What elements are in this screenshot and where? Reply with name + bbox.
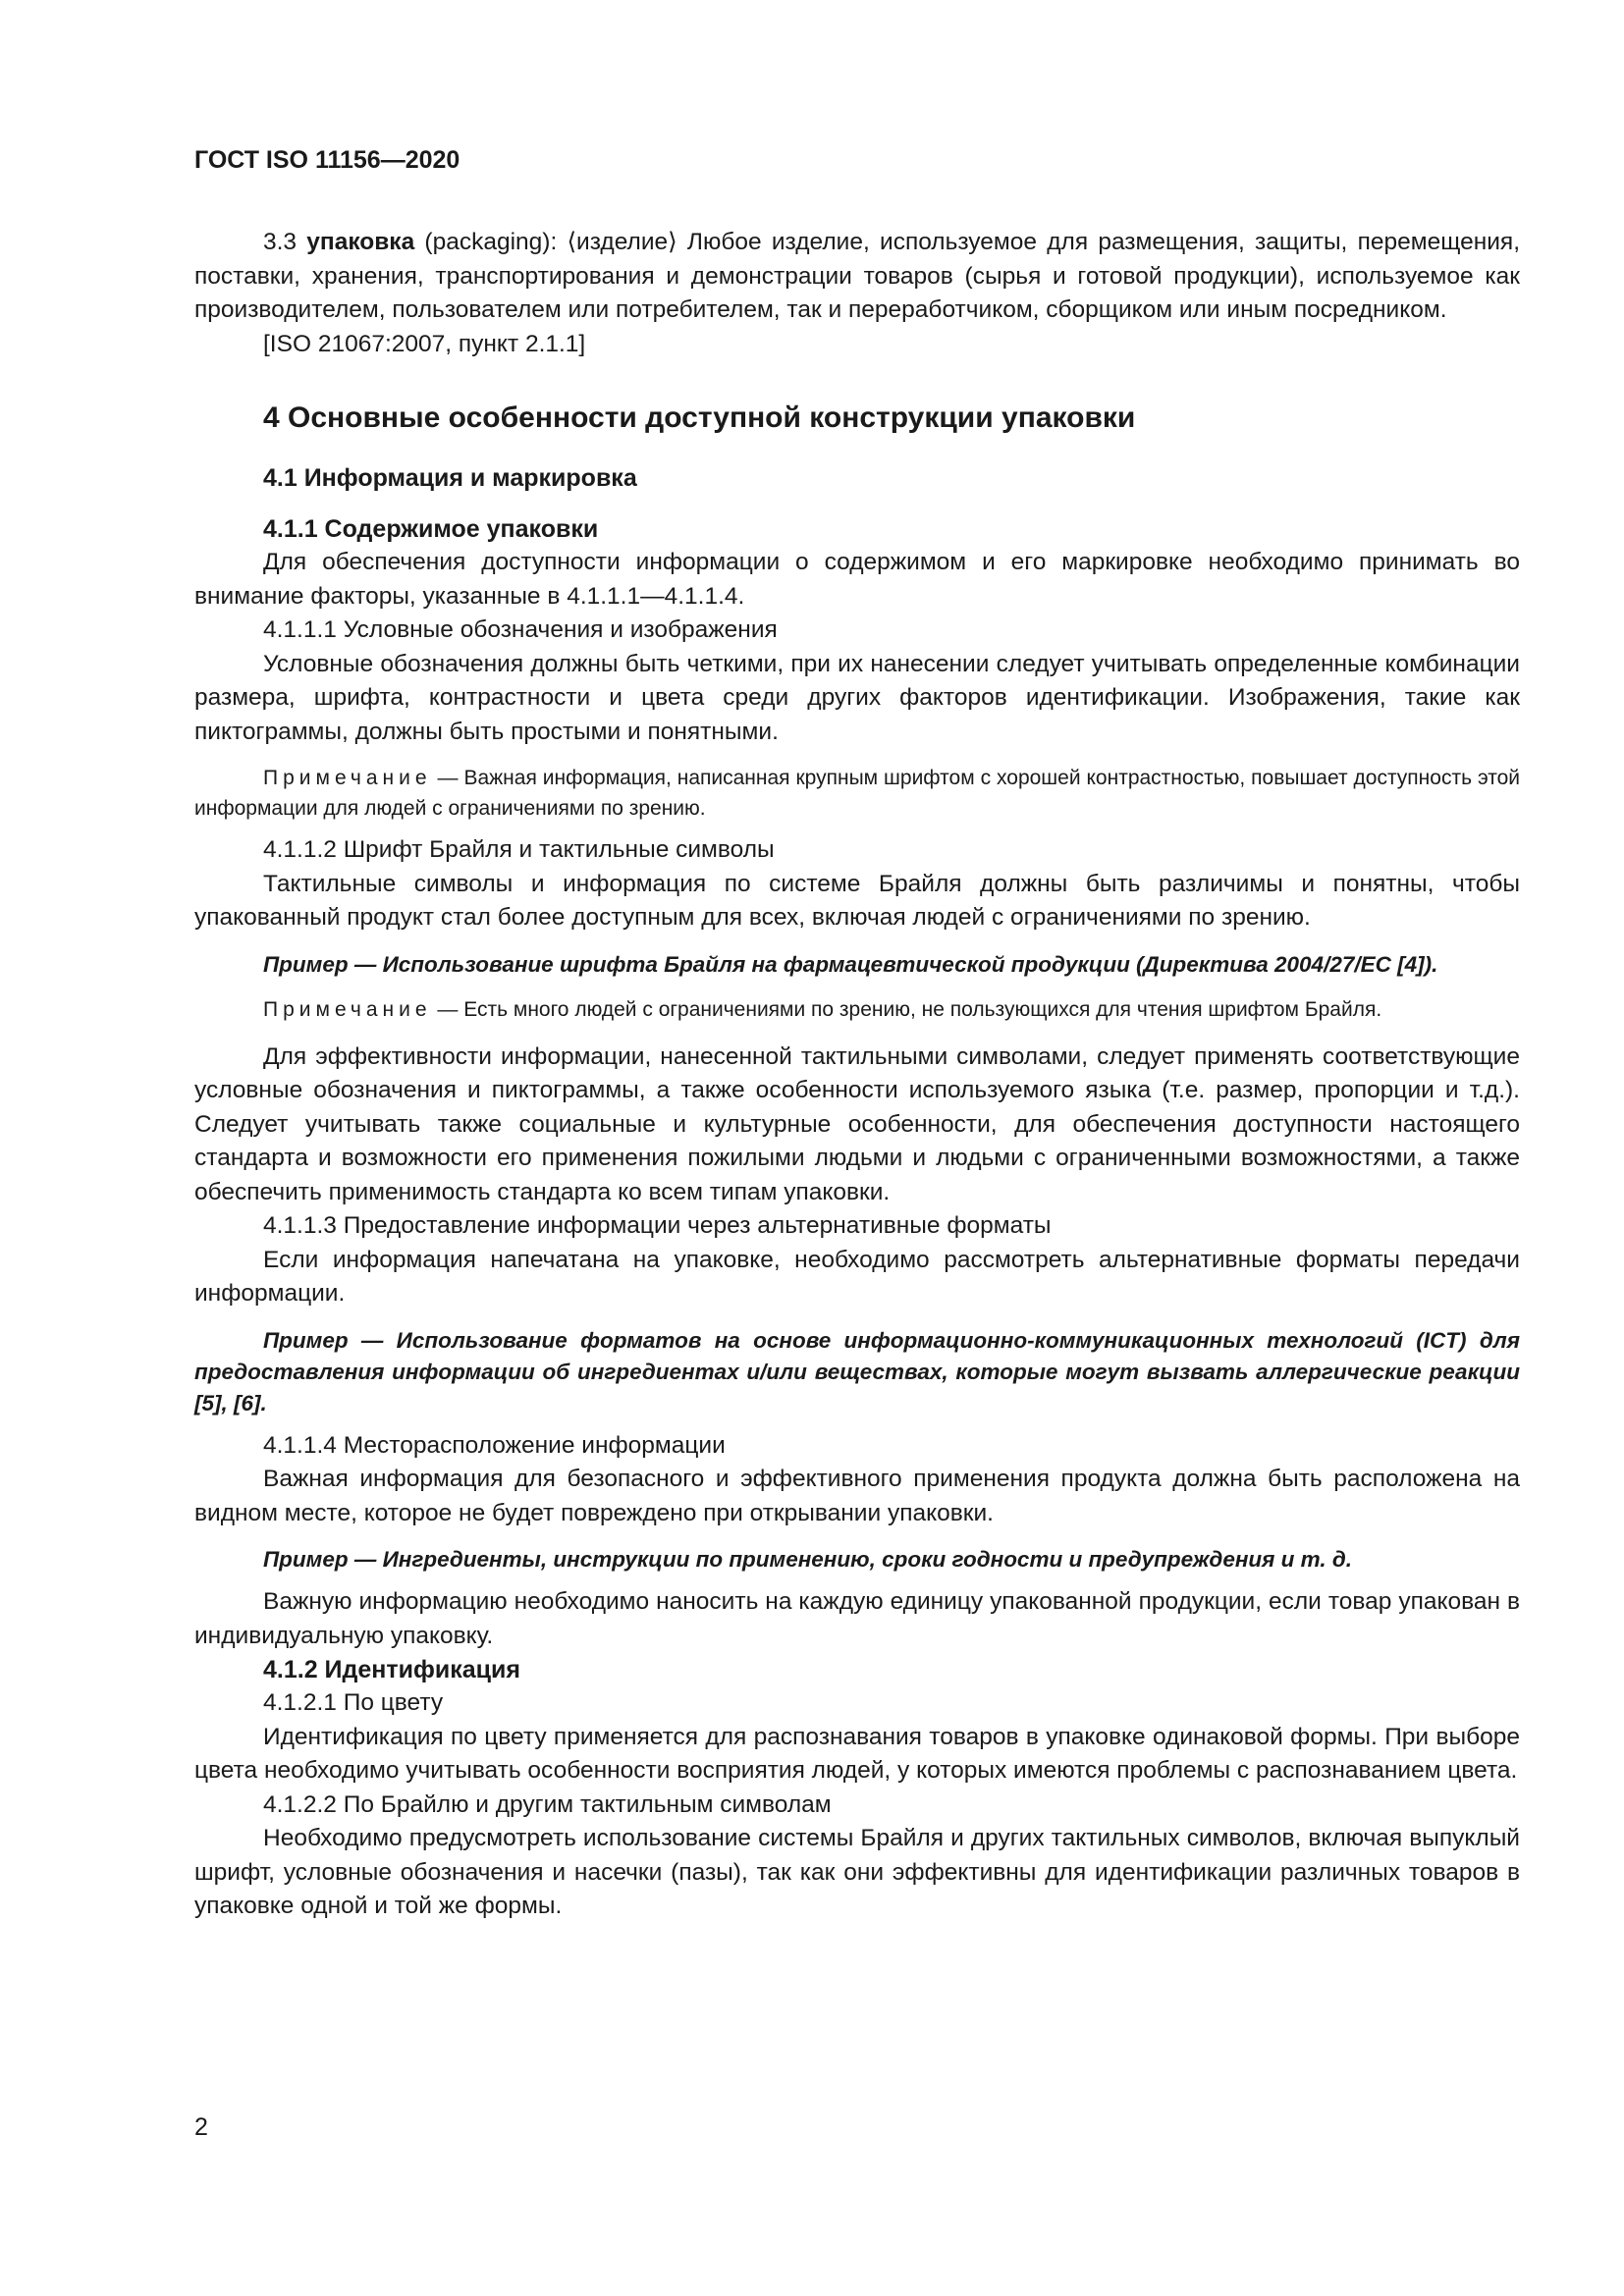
paragraph-tactile: Для эффективности информации, нанесенной тактильными символами, следует применять соответствующие условные обозначения и пиктограммы, а также особенности используемого языка (т.е. размер, пропорции и т.д.). Следует учитывать также социальные и культурные особенности, для обеспечения доступности настоящего стандарта и возможности его применения пожилыми людьми и людьми с ограниченными возможностями, а также обеспечить применимость стандарта ко всем типам упаковки. [194,1042,1520,1205]
definition-number: 3.3 [263,229,307,255]
clause-4-1-2-1-title: 4.1.2.1 По цвету [263,1689,444,1716]
definition-text: (packaging): ⟨изделие⟩ Любое изделие, используемое для размещения, защиты, перемещения, поставки, хранения, транспортирования и демонстрации товаров (сырья и готовой продукции), используемое как производителем, пользователем или потребителем, так и переработчиком, сборщиком или иным посредником. [194,229,1520,323]
example-1: Пример — Использование шрифта Брайля на фармацевтической продукции (Директива 2004/27/EC [4]). [263,951,1438,977]
paragraph-4-1-1: Для обеспечения доступности информации о содержимом и его маркировке необходимо принимать во внимание факторы, указанные в 4.1.1.1—4.1.1.4. [194,549,1520,610]
clause-4-1-1-3-title: 4.1.1.3 Предоставление информации через альтернативные форматы [263,1212,1052,1239]
document-page [194,145,1520,1924]
subsection-4-1-title: 4.1 Информация и маркировка [263,464,637,492]
note-text: — Есть много людей с ограничениями по зрению, не пользующихся для чтения шрифтом Брайля. [431,997,1382,1021]
subsection-4-1-1-title: 4.1.1 Содержимое упаковки [263,515,599,543]
paragraph-unit-packaging: Важную информацию необходимо наносить на каждую единицу упакованной продукции, если товар упакован в индивидуальную упаковку. [194,1588,1520,1649]
note-label: Примечание [263,997,432,1021]
example-2: Пример — Использование форматов на основе информационно-коммуникационных технологий (ICT) для предоставления информации об ингредиентах и/или веществах, которые могут вызвать аллергические реакции [5], [6]. [194,1327,1520,1415]
document-header: ГОСТ ISO 11156—2020 [194,146,460,174]
example-3: Пример — Ингредиенты, инструкции по применению, сроки годности и предупреждения и т. д. [263,1547,1353,1572]
clause-4-1-1-1-title: 4.1.1.1 Условные обозначения и изображения [263,616,778,643]
paragraph-4-1-1-2: Тактильные символы и информация по системе Брайля должны быть различимы и понятны, чтобы упакованный продукт стал более доступным для всех, включая людей с ограничениями по зрению. [194,870,1520,931]
section-4-title: 4 Основные особенности доступной конструкции упаковки [263,401,1136,434]
paragraph-4-1-2-2: Необходимо предусмотреть использование системы Брайля и других тактильных символов, включая выпуклый шрифт, условные обозначения и насечки (пазы), так как они эффективны для идентификации различных товаров в упаковке одной и той же формы. [194,1825,1520,1919]
clause-4-1-1-4-title: 4.1.1.4 Месторасположение информации [263,1431,726,1459]
paragraph-4-1-1-1: Условные обозначения должны быть четкими, при их нанесении следует учитывать определенные комбинации размера, шрифта, контрастности и цвета среди других факторов идентификации. Изображения, такие как пиктограммы, должны быть простыми и понятными. [194,650,1520,745]
note-label: Примечание [263,767,432,789]
note-2 [194,994,1520,1025]
clause-4-1-2-2-title: 4.1.2.2 По Брайлю и другим тактильным символам [263,1790,832,1818]
clause-4-1-1-2-title: 4.1.1.2 Шрифт Брайля и тактильные символы [263,836,775,863]
definition-source: [ISO 21067:2007, пункт 2.1.1] [263,330,586,357]
paragraph-4-1-1-4: Важная информация для безопасного и эффективного применения продукта должна быть расположена на видном месте, которое не будет повреждено при открывании упаковки. [194,1466,1520,1526]
note-text: — Важная информация, написанная крупным шрифтом с хорошей контрастностью, повышает доступность этой информации для людей с ограничениями по зрению. [194,767,1520,820]
definition-3-3 [194,226,1520,328]
definition-term: упаковка [306,229,415,255]
paragraph-4-1-1-3: Если информация напечатана на упаковке, необходимо рассмотреть альтернативные форматы передачи информации. [194,1246,1520,1307]
subsection-4-1-2-title: 4.1.2 Идентификация [263,1656,520,1683]
note-1 [194,763,1520,824]
paragraph-4-1-2-1: Идентификация по цвету применяется для распознавания товаров в упаковке одинаковой формы. При выборе цвета необходимо учитывать особенности восприятия людей, у которых имеются проблемы с распознаванием цвета. [194,1723,1520,1784]
page-number: 2 [194,2113,208,2141]
